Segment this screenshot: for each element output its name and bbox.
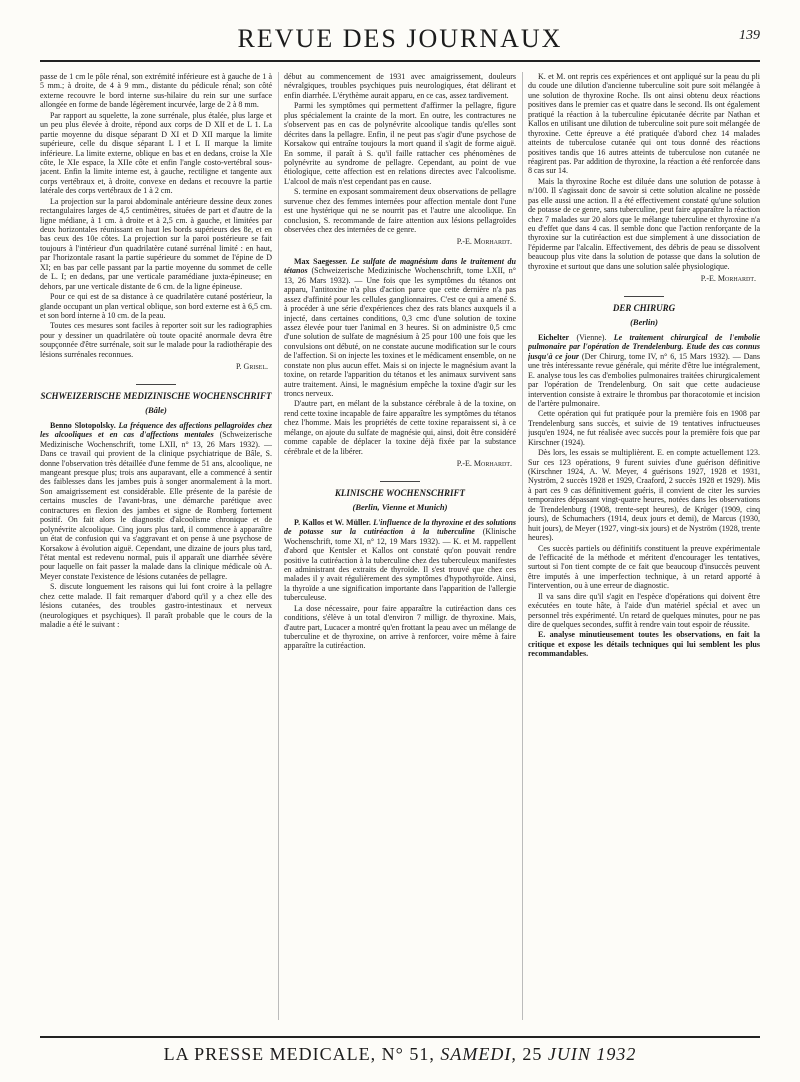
journal-name: SCHWEIZERISCHE MEDIZINISCHE WOCHENSCHRIFT <box>40 390 272 401</box>
article-title: Le traitement chirurgical de l'embolie pulmonaire par l'opération de Trendelenburg. Etude des cas connus jusqu'à ce jour <box>528 332 760 361</box>
journal-city: (Berlin) <box>630 316 658 327</box>
author-signature: P.-E. Morhardt. <box>456 237 512 247</box>
column-rule <box>278 72 279 1020</box>
article-title: La fréquence des affections pellagroïdes chez les alcooliques et en cas d'affections mentales <box>40 420 272 440</box>
issue-number: N° 51, <box>381 1044 435 1064</box>
page-footer <box>40 1036 760 1074</box>
column-rule <box>522 72 523 1020</box>
journal-section-heading <box>284 481 516 512</box>
paragraph: La projection sur la paroi abdominale antérieure dessine deux zones rectangulaires larges de 4,5 centimètres, situées de part et d'autre de la ligne médiane, à 1 cm. à droite et à 2,5 cm. à gauche, et limitées par deux horizontales réunissant en haut les bords supérieurs des 8e, et en bas ceux des 10e côtes. La projection sur la paroi postérieure se fait toujours à l'intérieur d'un quadrilatère cutané surrénal limité : en haut, par l'horizontale rasant la partie supérieure du sommet de l'épine de D XI; en bas par celle passant par la partie moyenne du sommet de celle de L. I; en dedans, par une verticale paramédiane juxta-épineuse; en dehors, par une verticale distante de 6 cm. de la ligne épineuse. <box>40 196 272 291</box>
paragraph: E. analyse minutieusement toutes les observations, en fait la critique et expose les détails techniques qui lui semblent les plus recommandables. <box>528 630 760 659</box>
page-header <box>40 18 760 62</box>
column-1 <box>40 72 272 1020</box>
article-columns <box>40 72 760 1020</box>
journal-title: LA PRESSE MEDICALE, <box>163 1044 377 1064</box>
column-3 <box>528 72 760 1020</box>
weekday: SAMEDI, <box>440 1044 517 1064</box>
paragraph: Cette opération qui fut pratiquée pour la première fois en 1908 par Trendelenburg sans succès, et suivie de 19 tentatives infructueuses jusqu'en 1924, ne fut réalisée avec succès pour la première fois que par Kirschner (1924). <box>528 409 760 447</box>
column-2 <box>284 72 516 1020</box>
article-author: Max Saegesser. <box>294 256 348 266</box>
section-divider <box>624 296 664 297</box>
article-abstract <box>284 257 516 399</box>
journal-section-heading <box>528 296 760 327</box>
paragraph: Dès lors, les essais se multiplièrent. E. en compte actuellement 123. Sur ces 123 opérations, 9 furent suivies d'une guérison définitive (Kirschner 1924, A. W. Meyer, 4 guérisons 1927, 1928 et 1931, Nyström, 2 succès 1928 et 1929, Craaford, 2 succès 1928 et 1929). Mis à part ces 9 cas définitivement guéris, il convient de citer les survies temporaires dépassant vingt-quatre heures, notées dans les observations de Trendelenburg (1908, trente-sept heures), de Krüger (1909, cinq jours), de Schumachers (1914, deux jours et demi), de Marcus (1930, huit jours), de Meyer (1927, vingt-six jours) et de Nyström (1928, trente heures). <box>528 448 760 543</box>
paragraph: passe de 1 cm le pôle rénal, son extrémité inférieure est à gauche de 1 à 5 mm.; à droite, de 4 à 9 mm., distante du pédicule rénal; son côté externe recouvre le bord interne sus-hilaire du rein sur une surface allongée en forme de bande légèrement incurvée, large de 2 à 8 mm. <box>40 72 272 110</box>
section-divider <box>380 481 420 482</box>
journal-section-heading <box>40 384 272 415</box>
paragraph: Toutes ces mesures sont faciles à reporter soit sur les radiographies pour y dessiner un quadrilatère où toute opacité anormale devra être soupçonnée d'être surrénale, soit sur le malade pour la radiothérapie des lésions surrénales reconnues. <box>40 321 272 359</box>
section-divider <box>136 384 176 385</box>
paragraph: S. termine en exposant sommairement deux observations de pellagre survenue chez des femmes internées pour affection mentale dont l'une est une hystérique qui ne se nourrit pas et l'autre une alcoolique. En conclusion, S. recommande de faire attention aux lésions pellagroïdes observées chez des internées de ce genre. <box>284 187 516 234</box>
paragraph: D'autre part, en mélant de la substance cérébrale à de la toxine, on rend cette toxine incapable de faire apparaître les symptômes du tétanos chez l'homme. Mais les propriétés de cette toxine reparaissent si, à ce mélange, on ajoute du sulfate de magnésie qui, ainsi, doit être considéré comme capable de déplacer la toxine déjà fixée par la substance cérébrale et de la libérer. <box>284 399 516 456</box>
paragraph: S. discute longuement les raisons qui lui font croire à la pellagre chez cette malade. Il fait remarquer d'abord qu'il y a chez elle des lésions cutanées, des troubles gastro-intestinaux et nerveux (neurologiques et psychiques). Il paraît probable que le cours de la maladie a été le suivant : <box>40 582 272 630</box>
paragraph: Il va sans dire qu'il s'agit en l'espèce d'opérations qui doivent être exécutées en toute hâte, à l'aide d'un matériel spécial et avec un personnel très expérimenté. Un retard de quelques minutes, pour ne pas dire de quelques secondes, suffit à rendre vain tout espoir de réussite. <box>528 591 760 630</box>
paragraph: Pour ce qui est de sa distance à ce quadrilatère cutané postérieur, la glande occupant un plan vertical oblique, son bord externe est à 6,5 cm. et son bord interne à 10 cm. de la peau. <box>40 292 272 320</box>
article-author-city: (Vienne). <box>576 332 607 342</box>
paragraph: Par rapport au squelette, la zone surrénale, plus étalée, plus large et un peu plus élevée à droite, répond aux corps de D XII et de L 1. La partie moyenne du disque séparant D XI et D XII marque la limite supérieure, celle du disque séparant L I et L II marque la limite inférieure. La limite externe, oblique en bas et en dedans, croise la XIe côte, le XIe espace, la XIIe côte et enfin l'angle costo-vertébral sous-jacent. Enfin la limite interne est, à gauche, rectiligne et tangente aux corps vertébraux et, à droite, convexe en dedans et recouvre la partie latérale des corps vertébraux de 1 à 2 cm. <box>40 110 272 196</box>
date-day: 25 <box>522 1044 543 1064</box>
article-abstract <box>528 333 760 409</box>
article-title: L'influence de la thyroxine et des solutions de potasse sur la cutiréaction à la tuberculine <box>284 517 516 537</box>
article-body: (Klinische Wochenschrift, tome XI, n° 12, 19 Mars 1932). — K. et M. rappellent d'abord que Kentsler et Kallos ont constaté qu'on pouvait rendre positive la cutiréaction à la tuberculine chez des tuberculeux manifestes en administrant des extraits de thyroïde. Il s'est trouvé que chez ces malades il y avait régulièrement des symptômes d'hypothyroïde. Ainsi, la thyroïde a une signification importante dans l'apparition de l'allergie tuberculeuse. <box>284 527 516 603</box>
page-title: REVUE DES JOURNAUX <box>237 24 563 53</box>
article-author: Benno Slotopolsky. <box>50 420 116 430</box>
journal-name: KLINISCHE WOCHENSCHRIFT <box>334 487 466 498</box>
paragraph: La dose nécessaire, pour faire apparaître la cutiréaction dans ces conditions, s'élève à un total d'environ 7 milligr. de thyroxine. Mais, d'autre part, Lucacer a montré qu'en frottant la peau avec un mélange de tuberculine et de thyroxine, on arrive à renforcer, voire même à faire apparaître la cutiréaction. <box>284 603 516 651</box>
paragraph: K. et M. ont repris ces expériences et ont appliqué sur la peau du pli du coude une dilution d'ancienne tuberculine soit pure soit mélangée à une solution de thyroxine Roche. Ils ont ainsi obtenu deux réactions positives dans le premier cas et quatre dans le second. Ils ont également pratiqué la réaction à la tuberculine épicutanée décrite par Nathan et Kallos en utilisant une dilution de tuberculine soit pure soit mélangée de thyroxine. Cette épreuve a été pratiquée d'abord chez 14 malades atteints de tuberculose cutanée qui ont tous donné des réactions positives tandis que 16 autres atteints de tuberculose non cutanée ne réagirent pas. Par addition de thyroxine, la réaction a été renforcée dans 8 cas sur 14. <box>528 72 760 176</box>
journal-city: (Berlin, Vienne et Munich) <box>352 501 448 512</box>
article-author: Eichelter <box>538 332 570 342</box>
page-number: 139 <box>739 28 760 43</box>
journal-name: DER CHIRURG <box>612 302 676 313</box>
author-signature: P.-E. Morhardt. <box>456 459 512 469</box>
article-body: (Schweizerische Medizinische Wochenschrift, tome LXII, n° 13, 26 Mars 1932). — Une fois que les symptômes du tétanos ont apparu, l'antitoxine n'a plus d'action parce que cette dernière n'a pas assez d'affinité pour les cellules ganglionnaires. C'est ce qui a amené S. à procéder à une série d'expériences chez des rats blancs auxquels il a injecté, dans certaines conditions, 0,3 cmc d'une solution de toxine assez élevée pour tuer l'animal en 3 heures. Si on administre 0,5 cmc d'une solution de sulfate de magnésium à 25 pour 100 une fois que les convulsions ont débuté, on ne constate aucune modification sur le cours de l'affection. Si on injecte les toxines et le médicament ensemble, on ne constate non plus aucun effet. Mais si on injecte le magnésium avant la toxine, on retarde l'apparition du tétanos et les animaux survivent sans autre traitement. Ainsi, le magnésium empêche la toxine d'agir sur les troncs nerveux. <box>284 266 516 398</box>
article-abstract <box>40 421 272 581</box>
article-author: P. Kallos et W. Müller. <box>294 517 371 527</box>
paragraph: Parmi les symptômes qui permettent d'affirmer la pellagre, figure plus spécialement la crainte de la mort. En outre, les contractures ne s'observent pas en cas de polynévrite alcoolique tandis qu'elles sont décrites dans la pellagre. Enfin, il ne peut pas s'agir d'une psychose de Korsakow qui entraîne toujours la mort quand il s'agit de forme aiguë. En somme, il paraît à S. qu'il faille rattacher ces phénomènes de polynévrite au syndrome de pellagre. Cependant, au point de vue étiologique, cette affection est en relations directes avec l'alcoolisme. L'alcool de maïs n'est cependant pas en cause. <box>284 101 516 186</box>
article-abstract <box>284 518 516 603</box>
author-signature: P.-E. Morhardt. <box>700 274 756 284</box>
journal-city: (Bâle) <box>145 404 167 415</box>
month-year: JUIN 1932 <box>547 1044 637 1064</box>
article-title: Le sulfate de magnésium dans le traitement du tétanos <box>284 256 516 276</box>
paragraph: Ces succès partiels ou définitifs constituent la preuve expérimentale de l'efficacité de la méthode et méritent d'encourager les tentatives, surtout si l'on tient compte de ce fait que beaucoup d'insuccès peuvent être imputés à une imperfection technique, à un retard apporté à l'intervention, ou à une erreur de diagnostic. <box>528 543 760 591</box>
paragraph: début au commencement de 1931 avec amaigrissement, douleurs névralgiques, troubles psychiques puis neurologiques, état délirant et enfin diarrhée. L'érythème aurait apparu, en ce cas, assez tardivement. <box>284 72 516 100</box>
paragraph: Mais la thyroxine Roche est diluée dans une solution de potasse à n/100. Il s'agissait donc de savoir si cette solution alcaline ne possède pas elle aussi une action. Il a été effectivement constaté qu'une solution de potasse de ce genre, sans tuberculine, peut faire apparaître la réaction chez 7 malades sur 20 alors que le mélange tuberculine et thyroxine n'a eu d'effet que dans 4 cas. Il semble donc que l'action renforçante de la thyroxine sur la cutiréaction est due simplement à une dissociation de l'épiderme par l'alcalin. Effectivement, des débris de peau se dissolvent beaucoup plus vite dans la solution de potasse que dans la solution de thyroxine et surtout que dans une solution salée physiologique. <box>528 176 760 271</box>
article-body: (Der Chirurg, tome IV, n° 6, 15 Mars 1932). — Dans une très intéressante revue générale, qui mérite d'être lue intégralement, E. analyse tous les cas d'embolies pulmonaires traitées chirurgicalement par l'opération de Trendelenburg. On sait que cette audacieuse intervention consiste à extraire le thrombus par thoracotomie et incision de l'artère pulmonaire. <box>528 351 760 408</box>
author-signature: P. Grisel. <box>235 362 268 372</box>
article-body: (Schweizerische Medizinische Wochenschrift, tome LXII, n° 13, 26 Mars 1932). — Dans ce travail qui provient de la clinique psychiatrique de Bâle, S. donne l'observation très détaillée d'une femme de 51 ans, alcoolique, ne mangeant presque plus; trois ans auparavant, elle a commencé à sentir des faiblesses dans les jambes puis à songer anormalement à la mort. Son amaigrissement est considérable. Elle présente de la parésie de certains muscles de l'avant-bras, une démarche parétique avec contractures en flexion des jambes et signe de Romberg fortement positif. On fait alors le diagnostic d'alcoolisme chronique et de polynévrite alcoolique. Cinq jours plus tard, il commence à apparaître un état de confusion qui va s'aggravant et on pense à une psychose de Korsakow à évolution aiguë. Cependant, une dizaine de jours plus tard, l'état mental est redevenu normal, puis il apparaît une diarrhée sévère pour laquelle on fait passer la malade dans la clinique médicale où A. Meyer constate l'existence de lésions cutanées de pellagre. <box>40 430 272 581</box>
